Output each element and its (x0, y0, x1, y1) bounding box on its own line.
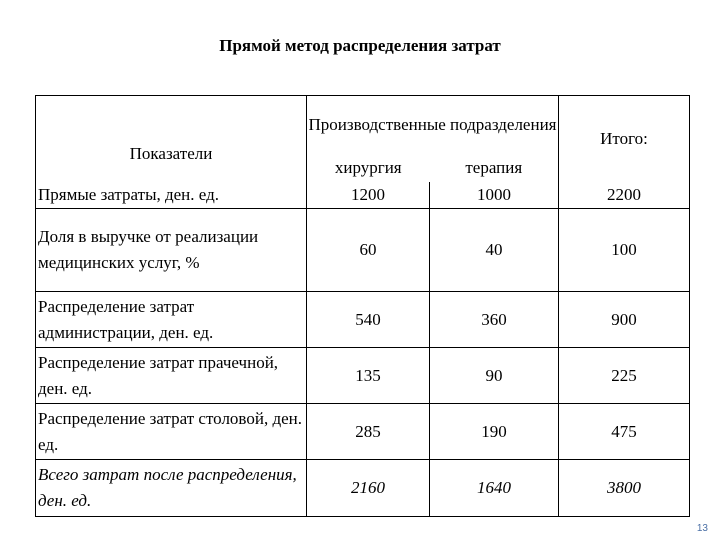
header-row (36, 96, 690, 154)
table-row (36, 292, 690, 348)
cell-therapy: 1640 (430, 460, 559, 517)
table-row (36, 182, 690, 209)
cell-total: 100 (559, 209, 690, 292)
table-row-total (36, 460, 690, 517)
cell-therapy: 1000 (430, 182, 559, 209)
header-indicators: Показатели (36, 96, 307, 182)
cell-surgery: 285 (307, 404, 430, 460)
row-label: Прямые затраты, ден. ед. (36, 182, 307, 209)
header-production: Производственные подразделения (307, 96, 559, 154)
cell-surgery: 60 (307, 209, 430, 292)
page-number: 13 (696, 523, 708, 534)
cell-surgery: 1200 (307, 182, 430, 209)
table-row (36, 348, 690, 404)
cell-total: 225 (559, 348, 690, 404)
cell-therapy: 90 (430, 348, 559, 404)
cell-therapy: 190 (430, 404, 559, 460)
table-row (36, 404, 690, 460)
header-surgery: хирургия (307, 154, 430, 182)
header-therapy: терапия (465, 157, 523, 177)
header-total: Итого: (559, 96, 690, 182)
cost-distribution-table (35, 95, 690, 517)
row-label: Распределение затрат прачечной, ден. ед. (36, 348, 307, 404)
table-row (36, 209, 690, 292)
row-label: Доля в выручке от реализации медицинских услуг, % (36, 209, 307, 292)
cell-total: 475 (559, 404, 690, 460)
row-label: Распределение затрат столовой, ден. ед. (36, 404, 307, 460)
cell-therapy: 40 (430, 209, 559, 292)
cell-therapy: 360 (430, 292, 559, 348)
row-label: Распределение затрат администрации, ден. ед. (36, 292, 307, 348)
cell-total: 2200 (559, 182, 690, 209)
cell-total: 900 (559, 292, 690, 348)
cell-surgery: 135 (307, 348, 430, 404)
cell-total: 3800 (559, 460, 690, 517)
page-title: Прямой метод распределения затрат (219, 36, 501, 55)
cell-surgery: 540 (307, 292, 430, 348)
row-label: Всего затрат после распределения, ден. ед. (36, 460, 307, 517)
cell-surgery: 2160 (307, 460, 430, 517)
